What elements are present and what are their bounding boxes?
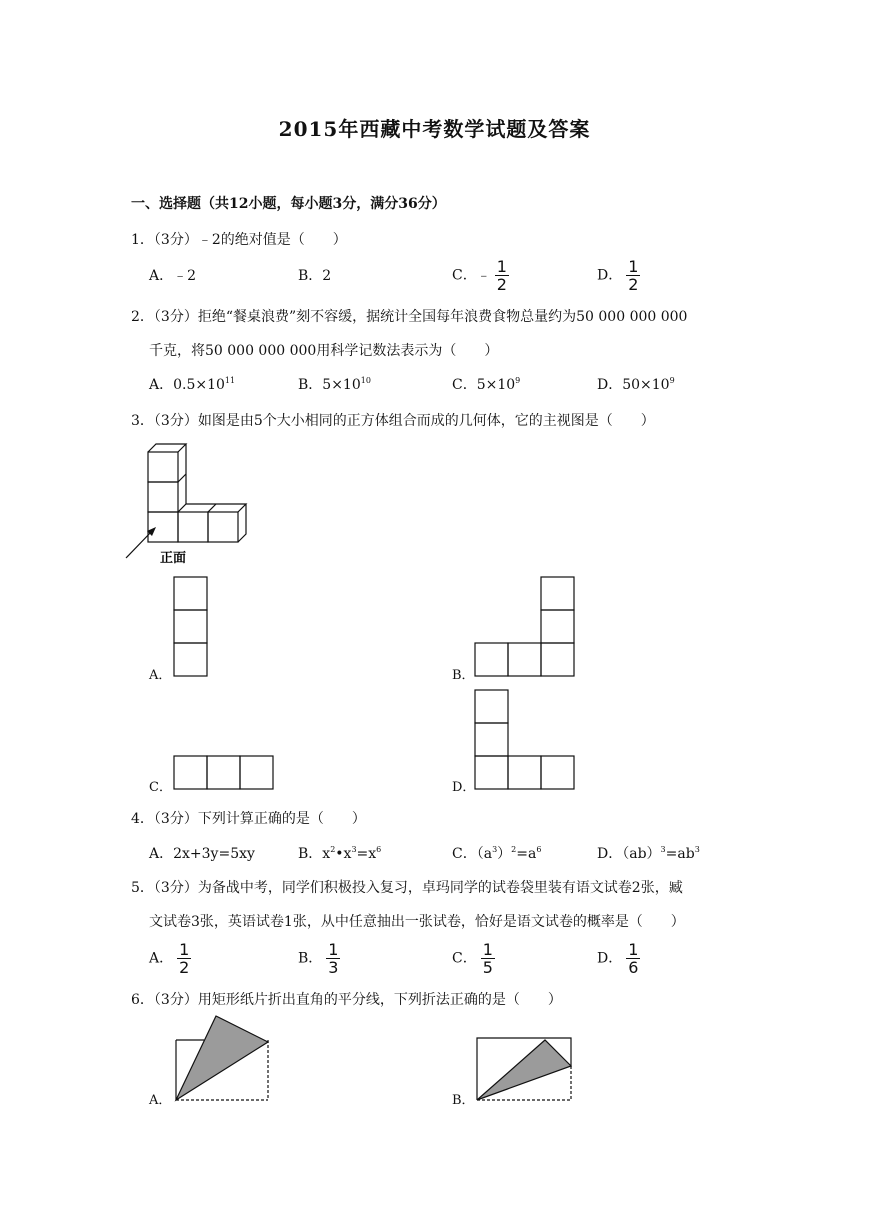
denominator: 3 — [328, 958, 339, 977]
cube-side-edge — [178, 474, 186, 482]
q2-option-c-exponent: 9 — [515, 376, 521, 385]
square — [240, 756, 273, 789]
q1-option-d — [597, 258, 640, 293]
q1-option-d-prefix: D． — [597, 267, 623, 284]
square — [174, 643, 207, 676]
q5-stem-line1: 5．（3分）为备战中考，同学们积极投入复习，卓玛同学的试卷袋里装有语文试卷2张，臧 — [131, 880, 683, 896]
q5-option-a-prefix: A． — [149, 950, 174, 967]
q1-option-b: B．2 — [298, 268, 332, 284]
q5-option-b — [298, 941, 340, 976]
square — [508, 643, 541, 676]
q4-option-c — [452, 843, 541, 863]
q2-option-d-exponent: 9 — [669, 376, 675, 385]
q3-solid-figure — [120, 440, 260, 570]
q3-option-a-label: A． — [149, 668, 172, 683]
q4-option-d — [597, 843, 700, 863]
square — [475, 643, 508, 676]
q6-option-a-label: A． — [149, 1093, 172, 1108]
q2-option-a — [149, 374, 235, 394]
front-label: 正面 — [160, 551, 187, 566]
q4-d-exp2: 3 — [694, 845, 700, 854]
q5-option-a-fraction — [177, 941, 191, 976]
denominator: 6 — [628, 958, 639, 977]
numerator: 1 — [482, 940, 493, 959]
q3-option-c-label: C． — [149, 780, 172, 795]
q3-option-b-label: B． — [452, 668, 475, 683]
denominator: 2 — [628, 275, 639, 294]
q4-c-part3: =a — [516, 846, 537, 862]
square — [541, 756, 574, 789]
numerator: 1 — [179, 940, 190, 959]
square — [475, 690, 508, 723]
q5-option-a — [149, 941, 191, 976]
q1-option-d-fraction — [626, 258, 640, 293]
q4-d-exp1: 3 — [660, 845, 666, 854]
q3-option-d-label: D． — [452, 780, 476, 795]
numerator: 1 — [628, 940, 639, 959]
numerator: 1 — [328, 940, 339, 959]
q5-option-c-prefix: C． — [452, 950, 477, 967]
q1-option-c — [452, 258, 509, 293]
q2-stem-line1: 2．（3分）拒绝“餐桌浪费”刻不容缓，据统计全国每年浪费食物总量约为50 000 000 000 — [131, 309, 688, 325]
q2-option-d — [597, 374, 675, 394]
q2-option-a-base: A．0.5×10 — [149, 377, 225, 393]
q6-stem: 6．（3分）用矩形纸片折出直角的平分线，下列折法正确的是（ ） — [131, 992, 562, 1008]
denominator: 2 — [496, 275, 507, 294]
square — [475, 723, 508, 756]
square — [207, 756, 240, 789]
q4-b-part2: •x — [335, 846, 352, 862]
q2-option-c — [452, 374, 520, 394]
cube-face — [148, 512, 178, 542]
square — [174, 756, 207, 789]
cube-top-edge — [148, 444, 186, 452]
cube-face — [208, 512, 238, 542]
q4-option-b — [298, 843, 381, 863]
q3-option-a-figure — [172, 575, 212, 679]
folded-flap — [477, 1040, 571, 1100]
folded-flap — [176, 1016, 268, 1100]
q4-b-exp3: 6 — [376, 845, 382, 854]
q2-option-a-exponent: 11 — [224, 376, 236, 385]
numerator: 1 — [496, 257, 507, 276]
q4-c-exp3: 6 — [536, 845, 542, 854]
q1-option-c-prefix: C．﹣ — [452, 267, 491, 284]
q6-option-b-label: B． — [452, 1093, 475, 1108]
page-title: 2015年西藏中考数学试题及答案 — [278, 117, 591, 141]
q4-b-exp1: 2 — [330, 845, 336, 854]
q5-option-c — [452, 941, 495, 976]
q3-option-c-figure — [172, 754, 276, 792]
cube-face — [148, 482, 178, 512]
q5-option-c-fraction — [481, 941, 495, 976]
q2-stem-line2: 千克，将50 000 000 000用科学记数法表示为（ ） — [149, 343, 499, 359]
q4-stem: 4．（3分）下列计算正确的是（ ） — [131, 811, 366, 827]
q5-option-d-prefix: D． — [597, 950, 623, 967]
cube-side-edge — [238, 504, 246, 542]
square — [508, 756, 541, 789]
q4-b-exp2: 3 — [351, 845, 357, 854]
q4-d-part2: =ab — [665, 846, 695, 862]
q5-option-b-fraction — [326, 941, 340, 976]
q2-option-c-base: C．5×10 — [452, 377, 516, 393]
q2-option-d-base: D．50×10 — [597, 377, 670, 393]
numerator: 1 — [628, 257, 639, 276]
square — [174, 577, 207, 610]
q4-b-part3: =x — [356, 846, 377, 862]
q4-b-part1: B．x — [298, 846, 331, 862]
q5-stem-line2: 文试卷3张，英语试卷1张，从中任意抽出一张试卷，恰好是语文试卷的概率是（ ） — [149, 914, 685, 930]
q3-option-b-figure — [473, 575, 577, 679]
q6-option-b-figure — [473, 1034, 577, 1104]
q5-option-d — [597, 941, 640, 976]
q2-option-b-base: B．5×10 — [298, 377, 361, 393]
denominator: 5 — [482, 958, 493, 977]
front-arrow-line — [126, 530, 153, 558]
section-heading: 一、选择题（共12小题，每小题3分，满分36分） — [131, 196, 446, 212]
cube-face — [178, 512, 208, 542]
q1-stem: 1．（3分）﹣2的绝对值是（ ） — [131, 232, 347, 248]
q5-option-d-fraction — [626, 941, 640, 976]
q3-option-d-figure — [473, 688, 577, 792]
q5-option-b-prefix: B． — [298, 950, 323, 967]
square — [541, 577, 574, 610]
q4-c-part1: C．（a — [452, 846, 493, 862]
q2-option-b-exponent: 10 — [360, 376, 371, 385]
q3-stem: 3．（3分）如图是由5个大小相同的正方体组合而成的几何体，它的主视图是（ ） — [131, 413, 655, 429]
q1-option-a: A．﹣2 — [149, 268, 197, 284]
square — [541, 610, 574, 643]
q6-option-a-figure — [170, 1012, 274, 1104]
q4-d-part1: D．（ab） — [597, 846, 661, 862]
q4-c-exp2: 2 — [511, 845, 517, 854]
q2-option-b — [298, 374, 371, 394]
cube-face — [148, 452, 178, 482]
q4-c-exp1: 3 — [492, 845, 498, 854]
q1-option-c-fraction — [495, 258, 509, 293]
q4-c-part2: ） — [497, 846, 512, 862]
square — [475, 756, 508, 789]
denominator: 2 — [179, 958, 190, 977]
q4-option-a: A．2x+3y=5xy — [149, 846, 255, 862]
cube-top-edge — [208, 504, 216, 512]
square — [174, 610, 207, 643]
square — [541, 643, 574, 676]
